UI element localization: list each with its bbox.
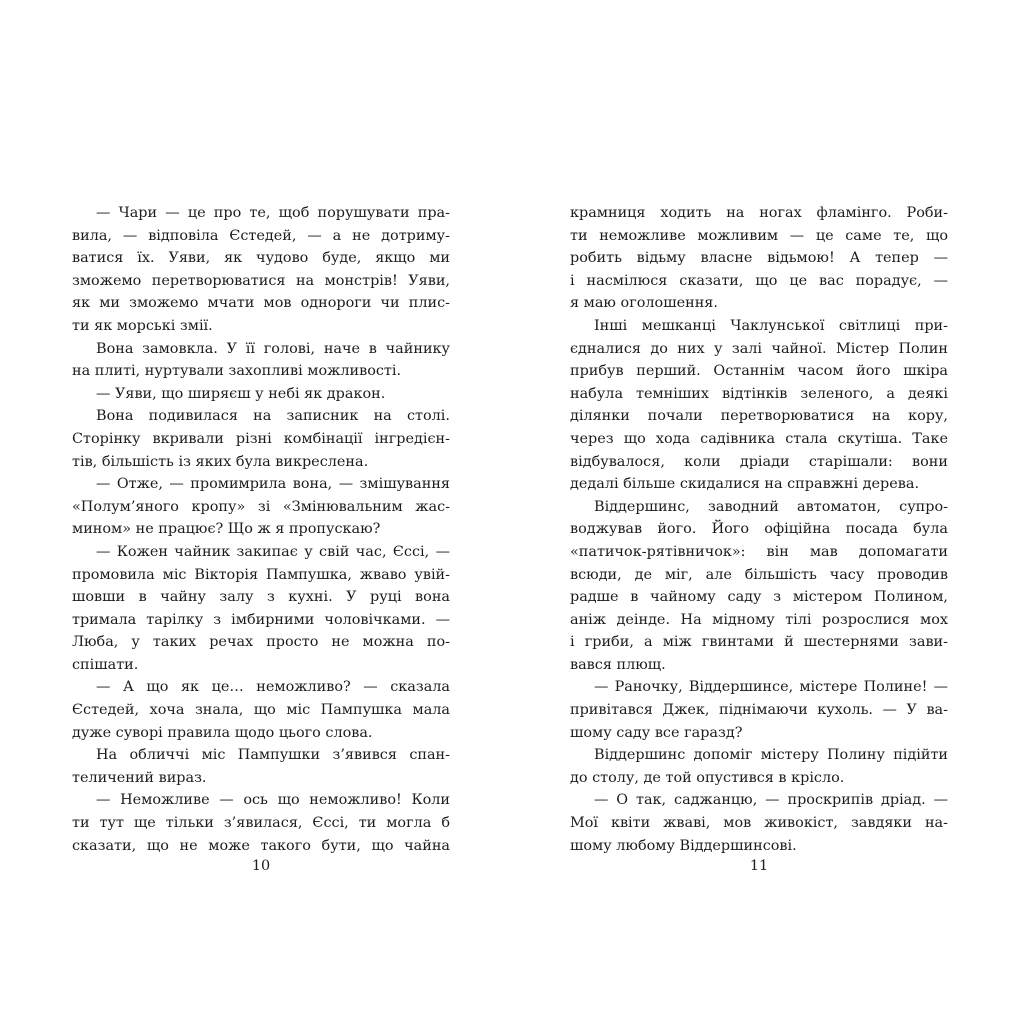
text-line: шовши в чайну залу з кухні. У руці вона	[72, 589, 450, 606]
text-line: Люба, у таких речах просто не можна по-	[72, 634, 450, 651]
text-line: ти як морські змії.	[72, 317, 213, 334]
text-line: промовила міс Вікторія Пампушка, жваво увій-	[72, 566, 450, 583]
text-line: єдналися до них у залі чайної. Містер Полин	[570, 340, 948, 357]
text-line: Віддершинс допоміг містеру Полину підійти	[594, 747, 948, 764]
text-line: Мої квіти жваві, мов живокіст, завдяки на-	[570, 815, 948, 832]
text-line: воджував його. Його офіційна посада була	[570, 521, 948, 538]
text-line: зможемо перетворюватися на монстрів! Уяви,	[72, 272, 450, 289]
text-line: — Неможливе — ось що неможливо! Коли	[96, 792, 450, 809]
text-line: радше в чайному саду з містером Полином,	[570, 589, 948, 606]
right-page-body	[570, 202, 948, 857]
text-line: через що хода садівника стала скутіша. Таке	[570, 430, 948, 447]
text-line: На обличчі міс Пампушки з’явився спан-	[96, 747, 450, 764]
text-line: вався плющ.	[570, 656, 666, 673]
text-line: на плиті, нуртували захопливі можливості.	[72, 363, 402, 380]
text-line: шому любому Віддершинсові.	[570, 837, 797, 854]
text-line: крамниця ходить на ногах фламінго. Роби-	[570, 205, 948, 221]
text-line: Вона замовкла. У її голові, наче в чайнику	[96, 340, 450, 357]
text-line: «патичок-рятівничок»: він мав допомагати	[570, 543, 948, 560]
text-line: до столу, де той опустився в крісло.	[570, 769, 845, 786]
text-line: я маю оголошення.	[570, 295, 718, 312]
text-line: — Уяви, що ширяєш у небі як дракон.	[96, 385, 386, 402]
text-line: — О так, саджанцю, — проскрипів дріад. —	[594, 792, 948, 809]
text-line: ти тут ще тільки з’явилася, Єссі, ти могла б	[72, 815, 450, 832]
text-line: — Чари — це про те, щоб порушувати пра-	[96, 205, 450, 221]
text-line: Єстедей, хоча знала, що міс Пампушка мала	[72, 702, 450, 719]
text-line: ти неможливе можливим — це саме те, що	[570, 227, 948, 244]
text-line: і насмілюся сказати, що це вас порадує, —	[570, 272, 948, 289]
text-line: привітався Джек, піднімаючи кухоль. — У ва-	[570, 702, 948, 719]
text-line: «Полум’яного кропу» зі «Змінювальним жас-	[72, 498, 450, 515]
text-line: аніж деінде. На мідному тілі розрослися мох	[570, 611, 948, 628]
text-line: тів, більшість із яких була викреслена.	[72, 453, 369, 470]
text-line: відбувалося, коли дріади старішали: вони	[570, 453, 948, 470]
text-line: мином» не працює? Що ж я пропускаю?	[72, 521, 381, 538]
text-line: тримала тарілку з імбирними чоловічками. —	[72, 611, 450, 628]
text-line: Інші мешканці Чаклунської світлиці при-	[594, 317, 948, 334]
text-line: — А що як це… неможливо? — сказала	[96, 679, 450, 696]
text-line: прибув перший. Останнім часом його шкіра	[570, 363, 948, 380]
text-line: — Кожен чайник закипає у свій час, Єссі, —	[96, 543, 450, 560]
text-line: ватися їх. Уяви, як чудово буде, якщо ми	[72, 250, 450, 267]
text-line: — Раночку, Віддершинсе, містере Полине! —	[594, 679, 948, 696]
text-line: і гриби, а між гвинтами й шестернями зави-	[570, 634, 948, 651]
text-line: спішати.	[72, 656, 139, 673]
text-line: дедалі більше скидалися на справжні дерева.	[570, 476, 920, 493]
right-page-number: 11	[749, 858, 769, 874]
text-line: сказати, що не може такого бути, що чайна	[72, 837, 450, 854]
text-line: робить відьму власне відьмою! А тепер —	[570, 250, 948, 267]
text-line: набула темніших відтінків зеленого, а деякі	[570, 385, 948, 402]
text-line: теличений вираз.	[72, 769, 207, 786]
text-line: шому саду все гаразд?	[570, 724, 743, 741]
text-line: дуже суворі правила щодо цього слова.	[72, 724, 373, 741]
text-line: всюди, де міг, але більшість часу проводив	[570, 566, 948, 583]
text-line: — Отже, — промимрила вона, — змішування	[96, 476, 450, 493]
left-page-body	[72, 202, 450, 857]
text-line: як ми зможемо мчати мов однороги чи плис-	[72, 295, 450, 312]
text-line: Вона подивилася на записник на столі.	[96, 408, 450, 425]
text-line: Сторінку вкривали різні комбінації інгредієн-	[72, 430, 450, 447]
left-page-number: 10	[251, 858, 271, 874]
text-line: вила, — відповіла Єстедей, — а не дотриму-	[72, 227, 450, 244]
text-line: ділянки почали перетворюватися на кору,	[570, 408, 948, 425]
text-line: Віддершинс, заводний автоматон, супро-	[594, 498, 948, 515]
